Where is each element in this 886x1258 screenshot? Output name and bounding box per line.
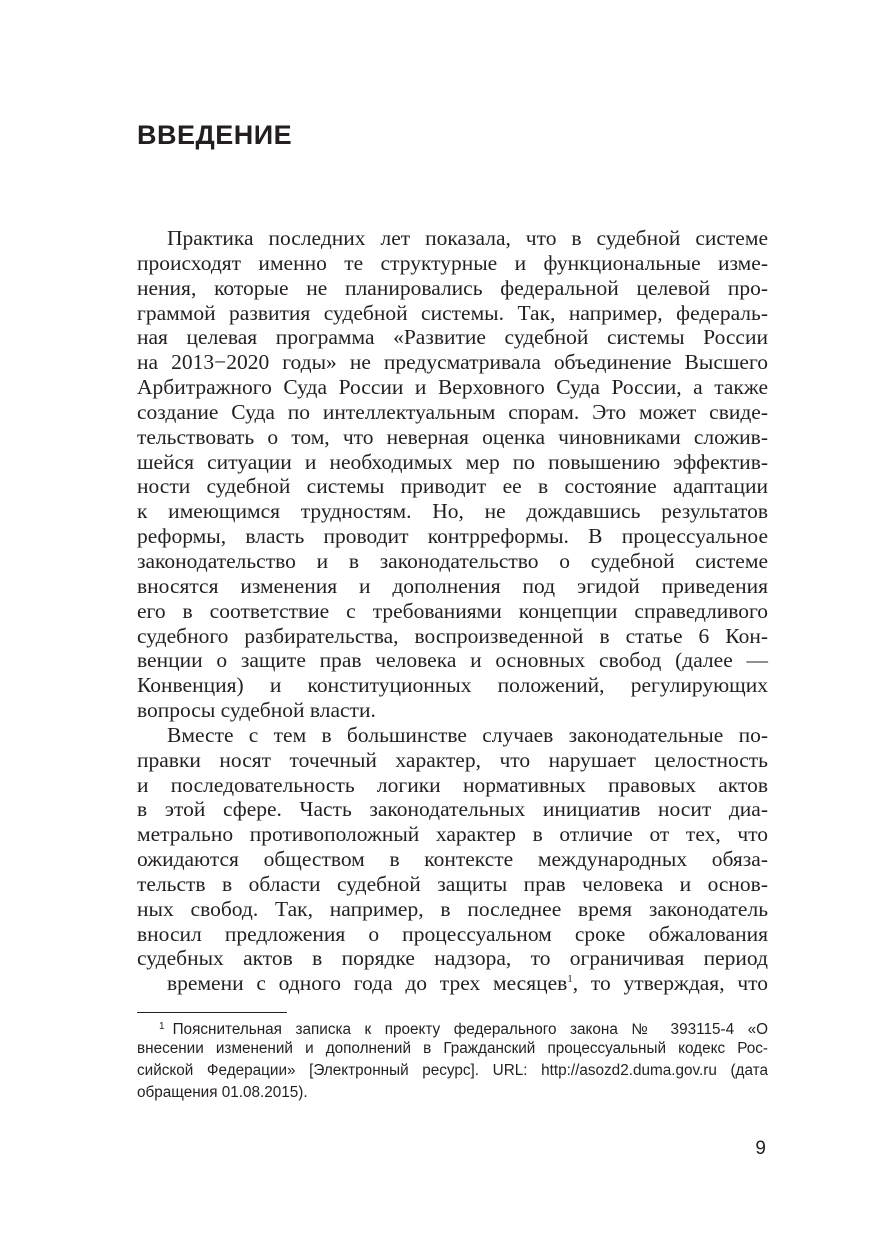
footnote-lines xyxy=(137,1016,768,1104)
text-line: вносятся изменения и дополнения под эгидой приведения xyxy=(137,573,768,598)
text-line: к имеющимся трудностям. Но, не дождавшись результатов xyxy=(137,499,768,524)
text-line: в этой сфере. Часть законодательных инициатив носит диа- xyxy=(137,797,768,822)
text-line: шейся ситуации и необходимых мер по повышению эффектив- xyxy=(137,449,768,474)
text-line: ожидаются обществом в контексте международных обяза- xyxy=(137,847,768,872)
text-line: сийской Федерации» [Электронный ресурс]. URL: http://asozd2.duma.gov.ru (дата xyxy=(137,1062,768,1079)
text-line: вопросы судебной власти. xyxy=(137,698,376,723)
text-line: Арбитражного Суда России и Верховного Суда России, а также xyxy=(137,375,768,400)
text-line: нения, которые не планировались федеральной целевой про- xyxy=(137,275,768,300)
text-fragment: времени с одного года до трех месяцев xyxy=(167,971,568,996)
footnote-marker: 1 xyxy=(159,1021,165,1032)
text-line xyxy=(137,971,768,996)
body-text xyxy=(137,226,768,996)
text-line: ных свобод. Так, например, в последнее время законодатель xyxy=(137,896,768,921)
footnote-divider xyxy=(137,1012,287,1013)
text-line: ная целевая программа «Развитие судебной системы России xyxy=(137,325,768,350)
text-line: судебного разбирательства, воспроизведенной в статье 6 Кон- xyxy=(137,623,768,648)
text-line: $^1$ Пояснительная записка к проекту федерального закона № 393115-4 «О xyxy=(159,1021,768,1038)
text-line: его в соответствие с требованиями концепции справедливого xyxy=(137,598,768,623)
page-number: 9 xyxy=(755,1138,766,1159)
paragraph-1 xyxy=(137,226,768,723)
text-fragment: , то утверждая, что xyxy=(572,971,768,996)
text-line: законодательство и в законодательство о судебной системе xyxy=(137,548,768,573)
text-line: реформы, власть проводит контрреформы. В процессуальное xyxy=(137,524,768,549)
text-line: внесении изменений и дополнений в Гражданский процессуальный кодекс Рос- xyxy=(137,1040,768,1057)
text-line: и последовательность логики нормативных правовых актов xyxy=(137,772,768,797)
text-line: ности судебной системы приводит ее в состояние адаптации xyxy=(137,474,768,499)
text-line: обращения 01.08.2015). xyxy=(137,1084,308,1101)
text-line: создание Суда по интеллектуальным спорам. Это может свиде- xyxy=(137,399,768,424)
text-line: Конвенция) и конституционных положений, регулирующих xyxy=(137,673,768,698)
footnote xyxy=(137,1016,768,1104)
text-line: на 2013−2020 годы» не предусматривала объединение Высшего xyxy=(137,350,768,375)
text-line: Практика последних лет показала, что в судебной системе xyxy=(167,226,768,250)
text-line: граммой развития судебной системы. Так, например, федераль- xyxy=(137,300,768,325)
text-line: тельствовать о том, что неверная оценка чиновниками сложив- xyxy=(137,424,768,449)
text-line: метрально противоположный характер в отличие от тех, что xyxy=(137,822,768,847)
footnote-reference[interactable]: 1 xyxy=(567,973,573,986)
text-line: вносил предложения о процессуальном сроке обжалования xyxy=(137,921,768,946)
text-line: Вместе с тем в большинстве случаев законодательные по- xyxy=(167,722,768,747)
text-line: судебных актов в порядке надзора, то ограничивая период xyxy=(137,946,768,971)
text-line: правки носят точечный характер, что нарушает целостность xyxy=(137,747,768,772)
page-heading: ВВЕДЕНИЕ xyxy=(137,120,293,150)
text-line: происходят именно те структурные и функциональные изме- xyxy=(137,250,768,275)
text-line: венции о защите прав человека и основных свобод (далее — xyxy=(137,648,768,673)
paragraph-2 xyxy=(137,723,768,971)
text-line: тельств в области судебной защиты прав человека и основ- xyxy=(137,871,768,896)
